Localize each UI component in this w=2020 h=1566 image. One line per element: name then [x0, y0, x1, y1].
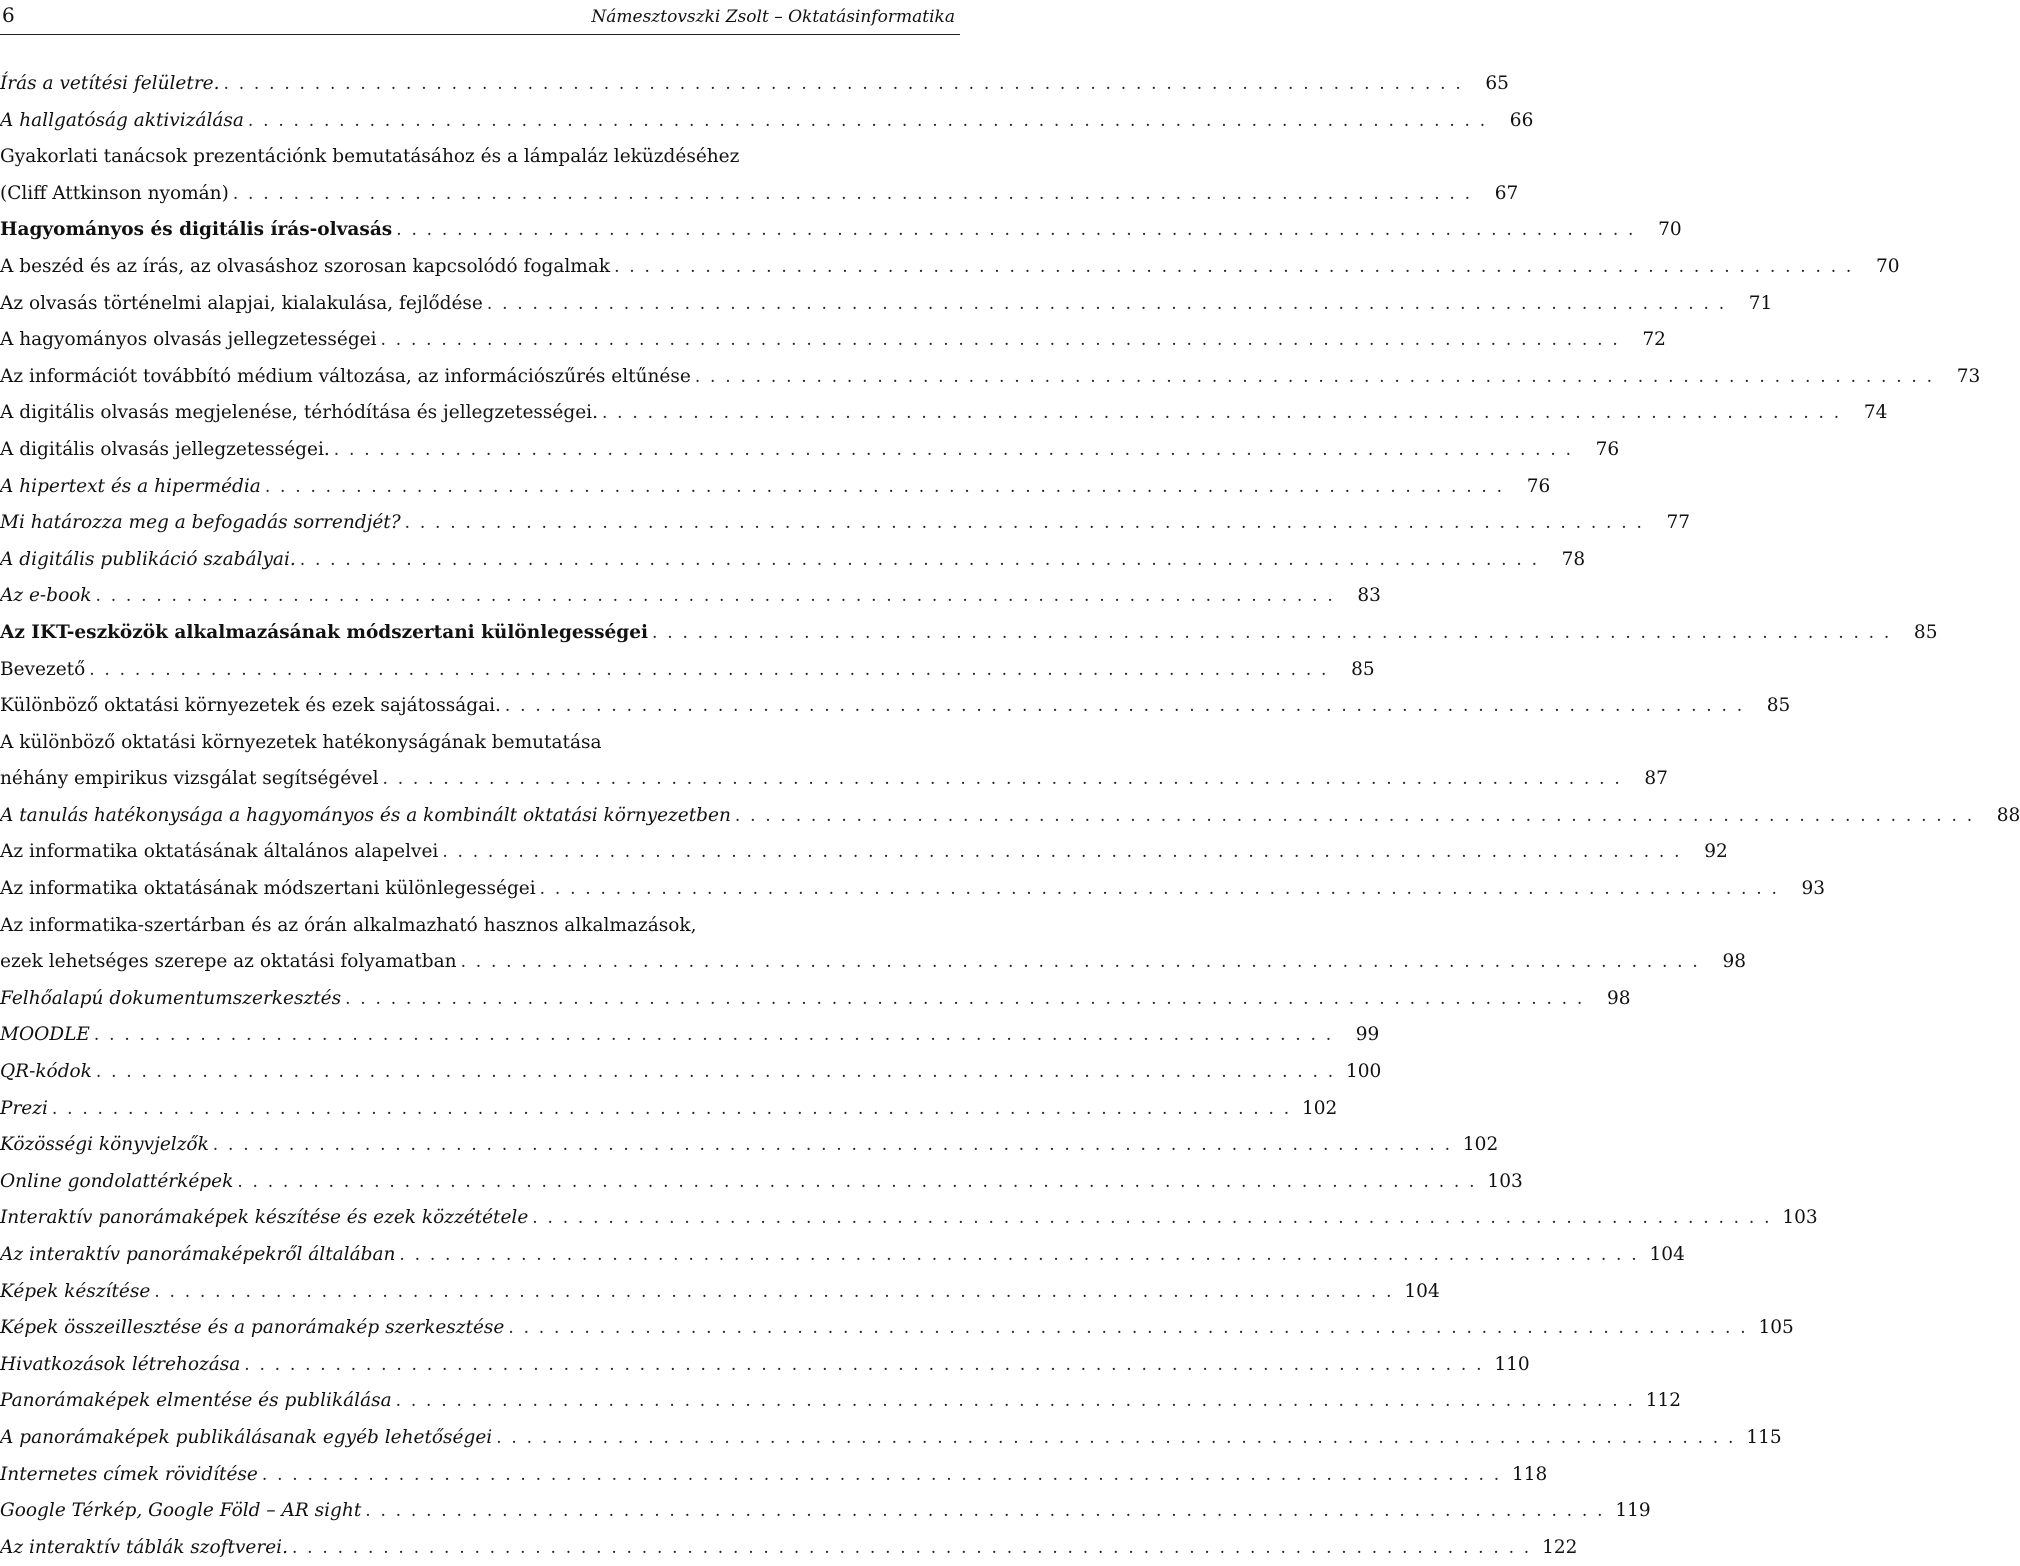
toc-entry-line: [0, 1164, 1523, 1201]
toc-entry-title: A hagyományos olvasás jellegzetességei: [0, 329, 377, 351]
toc-entry-title: Az IKT-eszközök alkalmazásának módszertani különlegességei: [0, 621, 649, 643]
dot-leader: . . . . . . . . . . . . . . . . . . . . . . . . . . . . . . . . . . . . . . . . . . . . . . . . . . . . . . . . . . . . . . . . . . . . . . . . . . . . . . . . . .: [154, 1281, 1394, 1302]
toc-entry-line: [0, 615, 1938, 652]
toc-entry[interactable]: [0, 212, 1682, 249]
toc-entry[interactable]: [0, 1530, 1578, 1566]
toc-entry-title: Az informatika oktatásának általános alapelvei: [0, 841, 439, 863]
dot-leader: . . . . . . . . . . . . . . . . . . . . . . . . . . . . . . . . . . . . . . . . . . . . . . . . . . . . . . . . . . . . . . . . . . . . . . . . . . . . . . . . . .: [232, 183, 1473, 204]
dot-leader: . . . . . . . . . . . . . . . . . . . . . . . . . . . . . . . . . . . . . . . . . . . . . . . . . . . . . . . . . . . . . . . . . . . . . . . . . . . . . . . . . .: [382, 769, 1622, 790]
toc-entry-title: Google Térkép, Google Föld – AR sight: [0, 1500, 362, 1522]
toc-entry-title-line: A különböző oktatási környezetek hatékonyságának bemutatása: [0, 731, 602, 753]
dot-leader: . . . . . . . . . . . . . . . . . . . . . . . . . . . . . . . . . . . . . . . . . . . . . . . . . . . . . . . . . . . . . . . . . . . . . . . . . . . . . . . . . .: [89, 659, 1329, 680]
toc-entry[interactable]: [0, 1017, 1380, 1054]
toc-entry[interactable]: [0, 66, 1509, 103]
toc-entry-line: [0, 1530, 1578, 1566]
toc-entry-line: [0, 1347, 1530, 1384]
dot-leader: . . . . . . . . . . . . . . . . . . . . . . . . . . . . . . . . . . . . . . . . . . . . . . . . . . . . . . . . . . . . . . . . . . . . . . . . . . . . . . . . . .: [496, 1427, 1736, 1448]
running-title: Námesztovszki Zsolt – Oktatásinformatika: [591, 7, 955, 27]
toc-entry-page-number: 102: [1302, 1097, 1338, 1119]
toc-entry-line: [0, 66, 1509, 103]
dot-leader: . . . . . . . . . . . . . . . . . . . . . . . . . . . . . . . . . . . . . . . . . . . . . . . . . . . . . . . . . . . . . . . . . . . . . . . . . . . . . . . . . .: [264, 476, 1505, 497]
dot-leader: . . . . . . . . . . . . . . . . . . . . . . . . . . . . . . . . . . . . . . . . . . . . . . . . . . . . . . . . . . . . . . . . . . . . . . . . . . . . . . . . . .: [442, 842, 1682, 863]
dot-leader: . . . . . . . . . . . . . . . . . . . . . . . . . . . . . . . . . . . . . . . . . . . . . . . . . . . . . . . . . . . . . . . . . . . . . . . . . . . . . . . . . .: [734, 805, 1975, 826]
page-header: [0, 0, 960, 35]
toc-entry[interactable]: [0, 1200, 1818, 1237]
dot-leader: . . . . . . . . . . . . . . . . . . . . . . . . . . . . . . . . . . . . . . . . . . . . . . . . . . . . . . . . . . . . . . . . . . . . . . . . . . . . . . . . . .: [237, 1171, 1477, 1192]
toc-entry[interactable]: [0, 103, 1534, 140]
toc-entry-line: [0, 798, 2020, 835]
toc-entry-line: [0, 578, 1381, 615]
toc-entry-line: [0, 834, 1728, 871]
toc-entry-title: Online gondolattérképek: [0, 1170, 234, 1192]
toc-entry-title: Képek készítése: [0, 1280, 151, 1302]
dot-leader: . . . . . . . . . . . . . . . . . . . . . . . . . . . . . . . . . . . . . . . . . . . . . . . . . . . . . . . . . . . . . . . . . . . . . . . . . . . . . . . . . .: [365, 1501, 1605, 1522]
toc-entry-page-number: 70: [1875, 255, 1900, 277]
dot-leader: . . . . . . . . . . . . . . . . . . . . . . . . . . . . . . . . . . . . . . . . . . . . . . . . . . . . . . . . . . . . . . . . . . . . . . . . . . . . . . . . . .: [380, 330, 1620, 351]
toc-entry[interactable]: [0, 249, 1900, 286]
toc-entry-line: [0, 1237, 1685, 1274]
toc-entry-line: [0, 1200, 1818, 1237]
toc-entry-page-number: 92: [1704, 841, 1728, 863]
toc-entry-line: [0, 1457, 1548, 1494]
toc-entry-title: ezek lehetséges szerepe az oktatási folyamatban: [0, 951, 457, 973]
toc-entry-title: Az interaktív panorámaképekről általában: [0, 1244, 396, 1265]
toc-entry-page-number: 83: [1357, 585, 1381, 607]
toc-entry-title-line: Gyakorlati tanácsok prezentációnk bemutatásához és a lámpaláz leküzdéséhez: [0, 146, 740, 168]
toc-entry-page-number: 65: [1485, 73, 1509, 94]
toc-entry-line: [0, 359, 1981, 396]
dot-leader: . . . . . . . . . . . . . . . . . . . . . . . . . . . . . . . . . . . . . . . . . . . . . . . . . . . . . . . . . . . . . . . . . . . . . . . . . . . . . . . . . .: [652, 622, 1892, 643]
toc-entry-title: A hallgatóság aktivizálása: [0, 109, 244, 131]
toc-entry[interactable]: [0, 1164, 1523, 1201]
toc-entry-page-number: 72: [1642, 329, 1666, 351]
toc-entry-page-number: 76: [1595, 438, 1620, 460]
toc-entry-line: [0, 286, 1773, 323]
toc-entry-title: Mi határozza meg a befogadás sorrendjét?: [0, 512, 401, 534]
dot-leader: . . . . . . . . . . . . . . . . . . . . . . . . . . . . . . . . . . . . . . . . . . . . . . . . . . . . . . . . . . . . . . . . . . . . . . . . . . . . . . . . . .: [345, 988, 1585, 1009]
toc-entry-title: Az informatika oktatásának módszertani különlegességei: [0, 878, 536, 900]
toc-entry[interactable]: [0, 798, 2020, 835]
toc-entry-page-number: 77: [1666, 512, 1691, 534]
toc-entry[interactable]: [0, 1347, 1530, 1384]
toc-entry-page-number: 85: [1913, 621, 1938, 643]
dot-leader: . . . . . . . . . . . . . . . . . . . . . . . . . . . . . . . . . . . . . . . . . . . . . . . . . . . . . . . . . . . . . . . . . . . . . . . . . . . . . . . . . .: [539, 879, 1780, 900]
toc-entry-page-number: 76: [1526, 475, 1551, 497]
toc-entry-line: [0, 1127, 1499, 1164]
toc-entry[interactable]: [0, 139, 1519, 212]
toc-entry-line: [0, 212, 1682, 249]
toc-entry[interactable]: [0, 322, 1666, 359]
toc-entry-page-number: 103: [1782, 1207, 1818, 1229]
toc-entry-title: Az interaktív táblák szoftverei.: [0, 1536, 288, 1558]
dot-leader: . . . . . . . . . . . . . . . . . . . . . . . . . . . . . . . . . . . . . . . . . . . . . . . . . . . . . . . . . . . . . . . . . . . . . . . . . . . . . . . . . .: [93, 1025, 1334, 1046]
dot-leader: . . . . . . . . . . . . . . . . . . . . . . . . . . . . . . . . . . . . . . . . . . . . . . . . . . . . . . . . . . . . . . . . . . . . . . . . . . . . . . . . . .: [460, 952, 1700, 973]
toc-entry-page-number: 115: [1746, 1426, 1782, 1448]
toc-entry-page-number: 67: [1494, 182, 1519, 204]
dot-leader: . . . . . . . . . . . . . . . . . . . . . . . . . . . . . . . . . . . . . . . . . . . . . . . . . . . . . . . . . . . . . . . . . . . . . . . . . . . . . . . . . .: [223, 74, 1463, 94]
toc-entry-page-number: 71: [1748, 292, 1773, 314]
toc-entry-title: Hagyományos és digitális írás-olvasás: [0, 219, 393, 241]
toc-entry[interactable]: [0, 1274, 1440, 1311]
toc-entry-line: [0, 322, 1666, 359]
toc-entry-title: Az e-book: [0, 585, 92, 607]
toc-entry-title: Hivatkozások létrehozása: [0, 1353, 241, 1375]
toc-entry-page-number: 122: [1542, 1536, 1578, 1558]
toc-entry-title: A digitális publikáció szabályai.: [0, 548, 296, 570]
dot-leader: . . . . . . . . . . . . . . . . . . . . . . . . . . . . . . . . . . . . . . . . . . . . . . . . . . . . . . . . . . . . . . . . . . . . . . . . . . . . . . . . . .: [244, 1354, 1484, 1375]
toc-entry-line: [0, 652, 1375, 689]
toc-entry-page-number: 105: [1758, 1317, 1794, 1339]
toc-entry-title: A beszéd és az írás, az olvasáshoz szorosan kapcsolódó fogalmak: [0, 255, 611, 277]
toc-entry-line: [0, 1493, 1651, 1530]
dot-leader: . . . . . . . . . . . . . . . . . . . . . . . . . . . . . . . . . . . . . . . . . . . . . . . . . . . . . . . . . . . . . . . . . . . . . . . . . . . . . . . . . .: [532, 1208, 1772, 1229]
toc-entry-page-number: 98: [1606, 987, 1631, 1009]
toc-entry-page-number: 78: [1561, 548, 1586, 570]
toc-entry-page-number: 118: [1511, 1463, 1548, 1485]
toc-entry-page-number: 99: [1355, 1024, 1380, 1046]
toc-entry-line: [0, 395, 1888, 432]
toc-entry-line: [0, 688, 1791, 725]
dot-leader: . . . . . . . . . . . . . . . . . . . . . . . . . . . . . . . . . . . . . . . . . . . . . . . . . . . . . . . . . . . . . . . . . . . . . . . . . . . . . . . . . .: [396, 220, 1636, 241]
toc-entry-page-number: 98: [1722, 951, 1746, 973]
toc-entry-line: [0, 1274, 1440, 1311]
toc-entry-page-number: 103: [1487, 1170, 1523, 1192]
dot-leader: . . . . . . . . . . . . . . . . . . . . . . . . . . . . . . . . . . . . . . . . . . . . . . . . . . . . . . . . . . . . . . . . . . . . . . . . . . . . . . . . . .: [95, 1062, 1336, 1083]
toc-entry-page-number: 85: [1766, 695, 1791, 717]
table-of-contents: [0, 66, 2020, 1566]
toc-entry-line: [0, 249, 1900, 286]
toc-entry-line: [0, 1017, 1380, 1054]
toc-entry-page-number: 104: [1649, 1244, 1685, 1265]
dot-leader: . . . . . . . . . . . . . . . . . . . . . . . . . . . . . . . . . . . . . . . . . . . . . . . . . . . . . . . . . . . . . . . . . . . . . . . . . . . . . . . . . .: [247, 110, 1488, 131]
toc-entry-title: néhány empirikus vizsgálat segítségével: [0, 768, 379, 790]
toc-entry[interactable]: [0, 1493, 1651, 1530]
toc-entry-title: Prezi: [0, 1097, 48, 1119]
toc-entry-line: [0, 1091, 1338, 1128]
toc-entry-title: Interaktív panorámaképek készítése és ezek közzététele: [0, 1207, 529, 1229]
toc-entry-title: Az információt továbbító médium változása, az információszűrés eltűnése: [0, 365, 691, 387]
toc-entry-page-number: 70: [1658, 219, 1682, 241]
toc-entry[interactable]: [0, 1420, 1782, 1457]
toc-entry-page-number: 74: [1863, 402, 1888, 424]
toc-entry-title: (Cliff Attkinson nyomán): [0, 182, 229, 204]
toc-entry[interactable]: [0, 1091, 1338, 1128]
toc-entry-page-number: 102: [1462, 1134, 1499, 1156]
toc-entry-page-number: 88: [1996, 804, 2020, 826]
dot-leader: . . . . . . . . . . . . . . . . . . . . . . . . . . . . . . . . . . . . . . . . . . . . . . . . . . . . . . . . . . . . . . . . . . . . . . . . . . . . . . . . . .: [95, 586, 1335, 607]
toc-entry-title: Képek összeillesztése és a panorámakép szerkesztése: [0, 1317, 505, 1339]
toc-entry[interactable]: [0, 1383, 1682, 1420]
toc-entry[interactable]: [0, 542, 1586, 579]
toc-entry-page-number: 66: [1509, 109, 1534, 131]
toc-entry[interactable]: [0, 469, 1551, 506]
toc-entry-title: A digitális olvasás megjelenése, térhódítása és jellegzetességei.: [0, 402, 598, 424]
toc-entry-title: Panorámaképek elmentése és publikálása: [0, 1390, 392, 1412]
toc-entry[interactable]: [0, 1054, 1382, 1091]
toc-entry-page-number: 87: [1644, 768, 1668, 790]
page-number: 6: [2, 3, 15, 27]
toc-entry-line: [0, 1054, 1382, 1091]
toc-entry-line: [0, 176, 1519, 213]
toc-entry[interactable]: [0, 834, 1728, 871]
toc-entry[interactable]: [0, 981, 1631, 1018]
toc-entry-line: [0, 469, 1551, 506]
dot-leader: . . . . . . . . . . . . . . . . . . . . . . . . . . . . . . . . . . . . . . . . . . . . . . . . . . . . . . . . . . . . . . . . . . . . . . . . . . . . . . . . . .: [694, 366, 1935, 387]
toc-entry[interactable]: [0, 505, 1691, 542]
toc-entry-title: Különböző oktatási környezetek és ezek sajátosságai.: [0, 695, 501, 717]
toc-entry[interactable]: [0, 578, 1381, 615]
toc-entry[interactable]: [0, 908, 1746, 981]
toc-entry[interactable]: [0, 1127, 1499, 1164]
dot-leader: . . . . . . . . . . . . . . . . . . . . . . . . . . . . . . . . . . . . . . . . . . . . . . . . . . . . . . . . . . . . . . . . . . . . . . . . . . . . . . . . . .: [212, 1135, 1453, 1156]
toc-entry-line: [0, 505, 1691, 542]
toc-entry-title: A hipertext és a hipermédia: [0, 475, 261, 497]
toc-entry[interactable]: [0, 1237, 1685, 1274]
dot-leader: . . . . . . . . . . . . . . . . . . . . . . . . . . . . . . . . . . . . . . . . . . . . . . . . . . . . . . . . . . . . . . . . . . . . . . . . . . . . . . . . . .: [614, 256, 1854, 277]
dot-leader: . . . . . . . . . . . . . . . . . . . . . . . . . . . . . . . . . . . . . . . . . . . . . . . . . . . . . . . . . . . . . . . . . . . . . . . . . . . . . . . . . .: [299, 549, 1540, 570]
toc-entry[interactable]: [0, 725, 1668, 798]
dot-leader: . . . . . . . . . . . . . . . . . . . . . . . . . . . . . . . . . . . . . . . . . . . . . . . . . . . . . . . . . . . . . . . . . . . . . . . . . . . . . . . . . .: [486, 293, 1727, 314]
dot-leader: . . . . . . . . . . . . . . . . . . . . . . . . . . . . . . . . . . . . . . . . . . . . . . . . . . . . . . . . . . . . . . . . . . . . . . . . . . . . . . . . . .: [601, 403, 1842, 424]
toc-entry-page-number: 110: [1494, 1353, 1530, 1375]
toc-entry[interactable]: [0, 1310, 1794, 1347]
toc-entry-line: [0, 1383, 1682, 1420]
toc-entry-title: Írás a vetítési felületre.: [0, 73, 220, 94]
toc-entry-page-number: 119: [1615, 1500, 1651, 1522]
toc-entry-title: QR-kódok: [0, 1061, 92, 1083]
dot-leader: . . . . . . . . . . . . . . . . . . . . . . . . . . . . . . . . . . . . . . . . . . . . . . . . . . . . . . . . . . . . . . . . . . . . . . . . . . . . . . . . . .: [508, 1318, 1748, 1339]
toc-entry-line: [0, 981, 1631, 1018]
toc-entry-page-number: 93: [1801, 878, 1826, 900]
toc-entry[interactable]: [0, 395, 1888, 432]
dot-leader: . . . . . . . . . . . . . . . . . . . . . . . . . . . . . . . . . . . . . . . . . . . . . . . . . . . . . . . . . . . . . . . . . . . . . . . . . . . . . . . . . .: [51, 1098, 1292, 1119]
toc-entry[interactable]: [0, 652, 1375, 689]
dot-leader: . . . . . . . . . . . . . . . . . . . . . . . . . . . . . . . . . . . . . . . . . . . . . . . . . . . . . . . . . . . . . . . . . . . . . . . . . . . . . . . . . .: [504, 696, 1745, 717]
toc-entry-title: Bevezető: [0, 658, 86, 680]
toc-entry-line: [0, 1310, 1794, 1347]
dot-leader: . . . . . . . . . . . . . . . . . . . . . . . . . . . . . . . . . . . . . . . . . . . . . . . . . . . . . . . . . . . . . . . . . . . . . . . . . . . . . . . . . .: [261, 1464, 1502, 1485]
toc-entry-page-number: 112: [1645, 1390, 1682, 1412]
dot-leader: . . . . . . . . . . . . . . . . . . . . . . . . . . . . . . . . . . . . . . . . . . . . . . . . . . . . . . . . . . . . . . . . . . . . . . . . . . . . . . . . . .: [399, 1245, 1639, 1265]
toc-entry-title: MOODLE: [0, 1024, 90, 1046]
toc-entry[interactable]: [0, 432, 1620, 469]
toc-entry[interactable]: [0, 615, 1938, 652]
toc-entry[interactable]: [0, 688, 1791, 725]
toc-entry[interactable]: [0, 1457, 1548, 1494]
toc-entry-title: A tanulás hatékonysága a hagyományos és a kombinált oktatási környezetben: [0, 804, 731, 826]
dot-leader: . . . . . . . . . . . . . . . . . . . . . . . . . . . . . . . . . . . . . . . . . . . . . . . . . . . . . . . . . . . . . . . . . . . . . . . . . . . . . . . . . .: [333, 439, 1574, 460]
toc-entry-line: [0, 761, 1668, 798]
toc-entry-page-number: 73: [1956, 365, 1981, 387]
toc-entry-line: [0, 871, 1826, 908]
dot-leader: . . . . . . . . . . . . . . . . . . . . . . . . . . . . . . . . . . . . . . . . . . . . . . . . . . . . . . . . . . . . . . . . . . . . . . . . . . . . . . . . . .: [404, 513, 1645, 534]
toc-entry-title: A digitális olvasás jellegzetességei.: [0, 438, 330, 460]
toc-entry-line: [0, 542, 1586, 579]
toc-entry-title-line: Az informatika-szertárban és az órán alkalmazható hasznos alkalmazások,: [0, 914, 697, 936]
toc-entry-line: [0, 944, 1746, 981]
toc-entry[interactable]: [0, 359, 1981, 396]
toc-entry-page-number: 85: [1351, 658, 1375, 680]
toc-entry-line: [0, 1420, 1782, 1457]
toc-entry-title: Felhőalapú dokumentumszerkesztés: [0, 987, 342, 1009]
toc-entry-title: Az olvasás történelmi alapjai, kialakulása, fejlődése: [0, 292, 483, 314]
dot-leader: . . . . . . . . . . . . . . . . . . . . . . . . . . . . . . . . . . . . . . . . . . . . . . . . . . . . . . . . . . . . . . . . . . . . . . . . . . . . . . . . . .: [291, 1537, 1532, 1558]
dot-leader: . . . . . . . . . . . . . . . . . . . . . . . . . . . . . . . . . . . . . . . . . . . . . . . . . . . . . . . . . . . . . . . . . . . . . . . . . . . . . . . . . .: [395, 1391, 1636, 1412]
toc-entry-page-number: 104: [1404, 1280, 1440, 1302]
toc-entry-title: Internetes címek rövidítése: [0, 1463, 258, 1485]
toc-entry-line: [0, 432, 1620, 469]
toc-entry[interactable]: [0, 286, 1773, 323]
toc-entry[interactable]: [0, 871, 1826, 908]
toc-entry-line: [0, 103, 1534, 140]
toc-entry-title: Közösségi könyvjelzők: [0, 1134, 209, 1156]
toc-entry-title: A panorámaképek publikálásanak egyéb lehetőségei: [0, 1426, 493, 1448]
toc-entry-page-number: 100: [1346, 1061, 1382, 1083]
